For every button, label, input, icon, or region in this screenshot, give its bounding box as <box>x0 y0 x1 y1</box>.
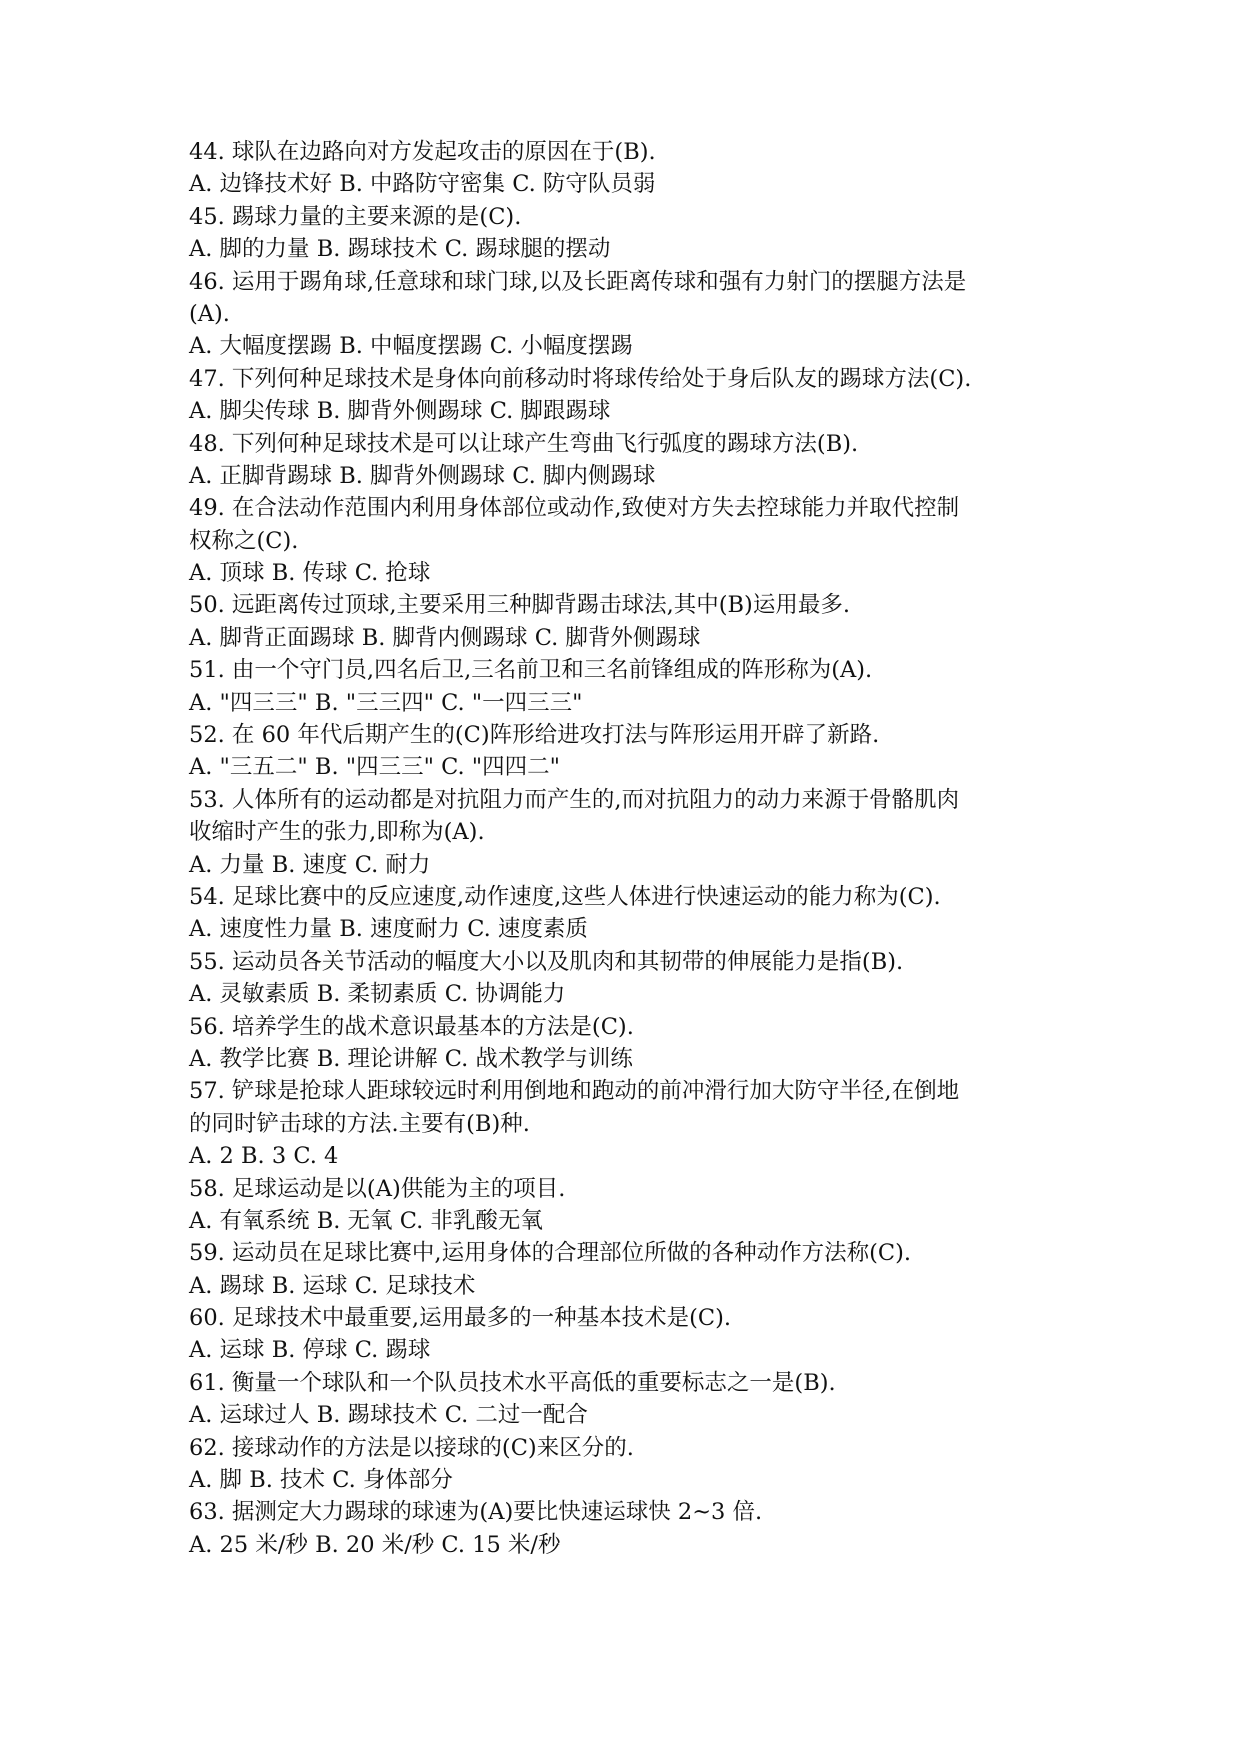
question-51-text: 51. 由一个守门员,四名后卫,三名前卫和三名前锋组成的阵形称为(A). <box>189 657 873 684</box>
question-52-text: 52. 在 60 年代后期产生的(C)阵形给进攻打法与阵形运用开辟了新路. <box>189 722 880 749</box>
question-57-text: 57. 铲球是抢球人距球较远时利用倒地和跑动的前冲滑行加大防守半径,在倒地 <box>189 1078 960 1105</box>
question-47-options: A. 脚尖传球 B. 脚背外侧踢球 C. 脚跟踢球 <box>189 398 611 425</box>
question-59-text: 59. 运动员在足球比赛中,运用身体的合理部位所做的各种动作方法称(C). <box>189 1240 912 1267</box>
question-55-options: A. 灵敏素质 B. 柔韧素质 C. 协调能力 <box>189 981 566 1008</box>
question-63-options: A. 25 米/秒 B. 20 米/秒 C. 15 米/秒 <box>189 1531 561 1558</box>
question-46-options: A. 大幅度摆踢 B. 中幅度摆踢 C. 小幅度摆踢 <box>189 333 633 360</box>
question-56-options: A. 教学比赛 B. 理论讲解 C. 战术教学与训练 <box>189 1045 633 1072</box>
question-61-options: A. 运球过人 B. 踢球技术 C. 二过一配合 <box>189 1402 588 1429</box>
question-56-text: 56. 培养学生的战术意识最基本的方法是(C). <box>189 1013 634 1040</box>
question-62-options: A. 脚 B. 技术 C. 身体部分 <box>189 1467 453 1494</box>
question-60-options: A. 运球 B. 停球 C. 踢球 <box>189 1337 431 1364</box>
question-46-text: 46. 运用于踢角球,任意球和球门球,以及长距离传球和强有力射门的摆腿方法是 <box>189 268 967 295</box>
question-53-options: A. 力量 B. 速度 C. 耐力 <box>189 851 431 878</box>
question-44-text: 44. 球队在边路向对方发起攻击的原因在于(B). <box>189 139 656 165</box>
question-61-text: 61. 衡量一个球队和一个队员技术水平高低的重要标志之一是(B). <box>189 1369 836 1396</box>
question-45-text: 45. 踢球力量的主要来源的是(C). <box>189 203 522 230</box>
question-49-text: 49. 在合法动作范围内利用身体部位或动作,致使对方失去控球能力并取代控制 <box>189 495 960 522</box>
question-59-options: A. 踢球 B. 运球 C. 足球技术 <box>189 1272 476 1299</box>
question-57-text-cont: 的同时铲击球的方法.主要有(B)种. <box>189 1110 530 1137</box>
question-46-text-cont: (A). <box>189 300 230 327</box>
question-48-text: 48. 下列何种足球技术是可以让球产生弯曲飞行弧度的踢球方法(B). <box>189 430 859 457</box>
question-53-text: 53. 人体所有的运动都是对抗阻力而产生的,而对抗阻力的动力来源于骨骼肌肉 <box>189 786 960 813</box>
question-58-options: A. 有氧系统 B. 无氧 C. 非乳酸无氧 <box>189 1207 543 1234</box>
question-49-text-cont: 权称之(C). <box>189 527 299 554</box>
question-55-text: 55. 运动员各关节活动的幅度大小以及肌肉和其韧带的伸展能力是指(B). <box>189 948 904 975</box>
question-57-options: A. 2 B. 3 C. 4 <box>189 1143 339 1170</box>
question-51-options: A. "四三三" B. "三三四" C. "一四三三" <box>189 689 583 716</box>
question-48-options: A. 正脚背踢球 B. 脚背外侧踢球 C. 脚内侧踢球 <box>189 462 656 489</box>
document-page <box>189 136 1069 1561</box>
question-60-text: 60. 足球技术中最重要,运用最多的一种基本技术是(C). <box>189 1305 732 1332</box>
question-49-options: A. 顶球 B. 传球 C. 抢球 <box>189 560 431 587</box>
question-58-text: 58. 足球运动是以(A)供能为主的项目. <box>189 1175 566 1202</box>
question-62-text: 62. 接球动作的方法是以接球的(C)来区分的. <box>189 1434 634 1461</box>
question-54-text: 54. 足球比赛中的反应速度,动作速度,这些人体进行快速运动的能力称为(C). <box>189 883 941 910</box>
question-44-options: A. 边锋技术好 B. 中路防守密集 C. 防守队员弱 <box>189 171 656 198</box>
question-47-text: 47. 下列何种足球技术是身体向前移动时将球传给处于身后队友的踢球方法(C). <box>189 365 972 392</box>
question-52-options: A. "三五二" B. "四三三" C. "四四二" <box>189 754 561 781</box>
question-53-text-cont: 收缩时产生的张力,即称为(A). <box>189 819 485 846</box>
question-54-options: A. 速度性力量 B. 速度耐力 C. 速度素质 <box>189 916 588 943</box>
question-50-options: A. 脚背正面踢球 B. 脚背内侧踢球 C. 脚背外侧踢球 <box>189 624 701 651</box>
question-63-text: 63. 据测定大力踢球的球速为(A)要比快速运球快 2~3 倍. <box>189 1499 763 1526</box>
question-45-options: A. 脚的力量 B. 踢球技术 C. 踢球腿的摆动 <box>189 236 611 263</box>
question-50-text: 50. 远距离传过顶球,主要采用三种脚背踢击球法,其中(B)运用最多. <box>189 592 850 619</box>
